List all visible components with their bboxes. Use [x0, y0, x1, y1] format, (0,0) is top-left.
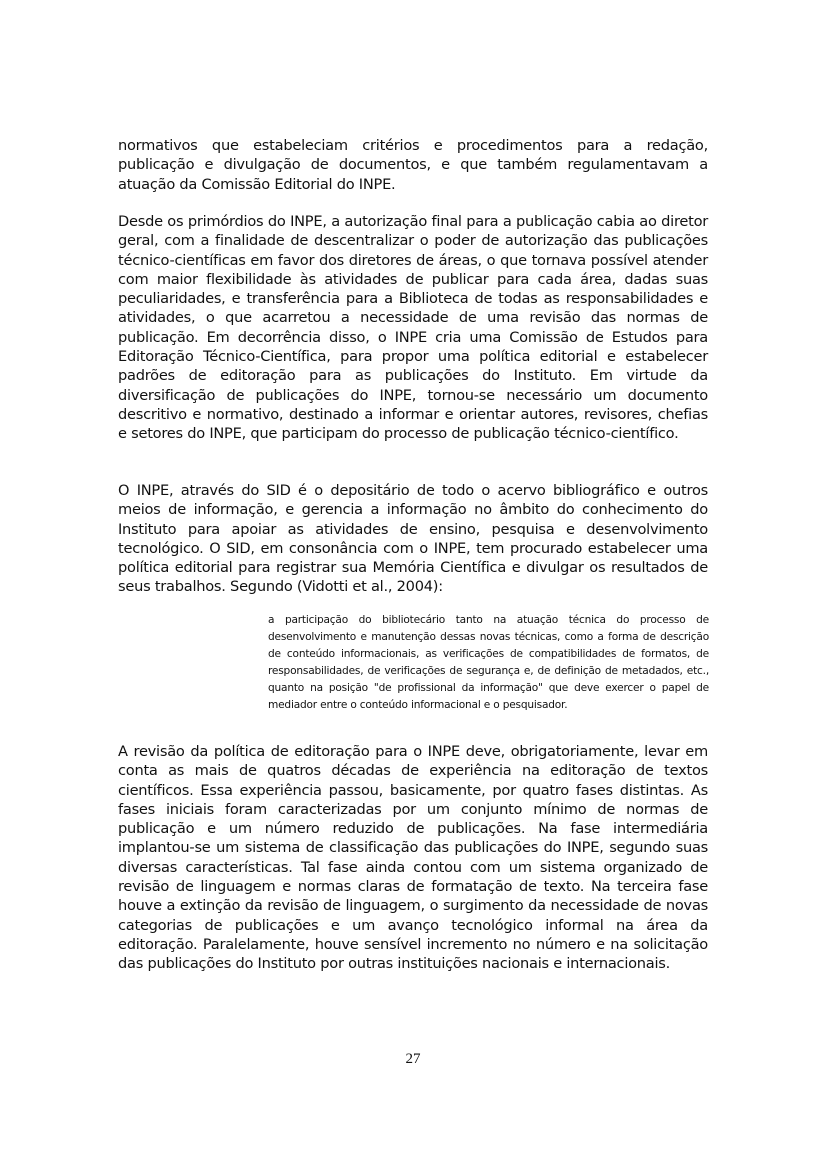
paragraph-normativos: normativos que estabeleciam critérios e procedimentos para a redação, publicação e divulgação de documentos, e que também regulamentavam a atuação da Comissão Editorial do INPE. — [118, 137, 708, 193]
paragraph-sid: O INPE, através do SID é o depositário de todo o acervo bibliográfico e outros meios de informação, e gerencia a informação no âmbito do conhecimento do Instituto para apoiar as atividades de ensino, pesquisa e desenvolvimento tecnológico. O SID, em consonância com o INPE, tem procurado estabelecer uma política editorial para registrar sua Memória Científica e divulgar os resultados de seus trabalhos. Segundo (Vidotti et al., 2004): — [118, 482, 708, 596]
page-number: 27 — [405, 1051, 421, 1067]
block-quote: a participação do bibliotecário tanto na atuação técnica do processo de desenvolvimento e manutenção dessas novas técnicas, como a forma de descrição de conteúdo informacionais, as verificações de compatibilidades de formatos, de responsabilidades, de verificações de segurança e, de definição de metadados, etc., quanto na posição "de profissional da informação" que deve exercer o papel de mediador entre o conteúdo informacional e o pesquisador. — [268, 614, 709, 712]
paragraph-primordios: Desde os primórdios do INPE, a autorização final para a publicação cabia ao diretor geral, com a finalidade de descentralizar o poder de autorização das publicações técnico-científicas em favor dos diretores de áreas, o que tornava possível atender com maior flexibilidade às atividades de publicar para cada área, dadas suas peculiaridades, e transferência para a Biblioteca de todas as responsabilidades e atividades, o que acarretou a necessidade de uma revisão das normas de publicação. Em decorrência disso, o INPE cria uma Comissão de Estudos para Editoração Técnico-Científica, para propor uma política editorial e estabelecer padrões de editoração para as publicações do Instituto. Em virtude da diversificação de publicações do INPE, tornou-se necessário um documento descritivo e normativo, destinado a informar e orientar autores, revisores, chefias e setores do INPE, que participam do processo de publicação técnico-científico. — [118, 213, 708, 443]
paragraph-revisao: A revisão da política de editoração para o INPE deve, obrigatoriamente, levar em conta as mais de quatros décadas de experiência na editoração de textos científicos. Essa experiência passou, basicamente, por quatro fases distintas. As fases iniciais foram caracterizadas por um conjunto mínimo de normas de publicação e um número reduzido de publicações. Na fase intermediária implantou-se um sistema de classificação das publicações do INPE, segundo suas diversas características. Tal fase ainda contou com um sistema organizado de revisão de linguagem e normas claras de formatação de texto. Na terceira fase houve a extinção da revisão de linguagem, o surgimento da necessidade de novas categorias de publicações e um avanço tecnológico informal na área da editoração. Paralelamente, houve sensível incremento no número e na solicitação das publicações do Instituto por outras instituições nacionais e internacionais. — [118, 743, 708, 973]
